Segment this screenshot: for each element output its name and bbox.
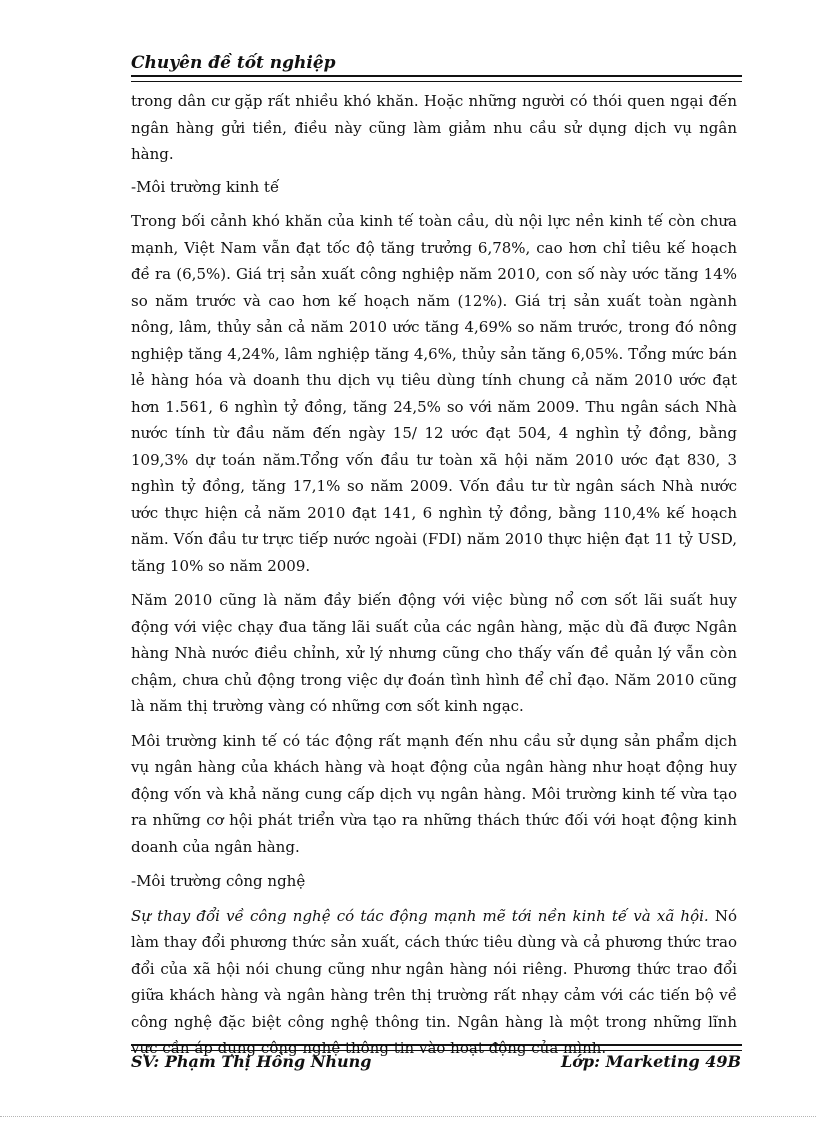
paragraph-economic-stats: Trong bối cảnh khó khăn của kinh tế toàn cầu, dù nội lực nền kinh tế còn chưa mạnh, Việt Nam vẫn đạt tốc độ tăng trưởng 6,78%, cao hơn chỉ tiêu kế hoạch đề ra (6,5%). Giá trị sản xuất công nghiệp năm 2010, con số này ước tăng 14% so năm trước và cao hơn kế hoạch năm (12%). Giá trị sản xuất toàn ngành nông, lâm, thủy sản cả năm 2010 ước tăng 4,69% so năm trước, trong đó nông nghiệp tăng 4,24%, lâm nghiệp tăng 4,6%, thủy sản tăng 6,05%. Tổng mức bán lẻ hàng hóa và doanh thu dịch vụ tiêu dùng tính chung cả năm 2010 ước đạt hơn 1.561, 6 nghìn tỷ đồng, tăng 24,5% so với năm 2009. Thu ngân sách Nhà nước tính từ đầu năm đến ngày 15/ 12 ước đạt 504, 4 nghìn tỷ đồng, bằng 109,3% dự toán năm.Tổng vốn đầu tư toàn xã hội năm 2010 ước đạt 830, 3 nghìn tỷ đồng, tăng 17,1% so năm 2009. Vốn đầu tư từ ngân sách Nhà nước ước thực hiện cả năm 2010 đạt 141, 6 nghìn tỷ đồng, bằng 110,4% kế hoạch năm. Vốn đầu tư trực tiếp nước ngoài (FDI) năm 2010 thực hiện đạt 11 tỷ USD, tăng 10% so năm 2009. bbox=[131, 212, 737, 575]
paragraph-intro: trong dân cư gặp rất nhiều khó khăn. Hoặc những người có thói quen ngại đến ngân hàng gửi tiền, điều này cũng làm giảm nhu cầu sử dụng dịch vụ ngân hàng. bbox=[131, 92, 737, 163]
paragraph-2010-volatility: Năm 2010 cũng là năm đầy biến động với việc bùng nổ cơn sốt lãi suất huy động với việc chạy đua tăng lãi suất của các ngân hàng, mặc dù đã được Ngân hàng Nhà nước điều chỉnh, xử lý nhưng cũng cho thấy vấn đề quản lý vẫn còn chậm, chưa chủ động trong việc dự đoán tình hình để chỉ đạo. Năm 2010 cũng là năm thị trường vàng có những cơn sốt kinh ngạc. bbox=[131, 591, 737, 715]
page-header-title: Chuyên đề tốt nghiệp bbox=[131, 53, 336, 73]
section-heading-technology: -Môi trường công nghệ bbox=[131, 872, 306, 890]
page-boundary-dotted-line bbox=[0, 1116, 816, 1117]
technology-text: Nó làm thay đổi phương thức sản xuất, cách thức tiêu dùng và cả phương thức trao đổi của xã hội nói chung cũng như ngân hàng nói riêng. Phương thức trao đổi giữa khách hàng và ngân hàng trên thị trường rất nhạy cảm với các tiến bộ về công nghệ đặc biệt công nghệ thông tin. Ngân hàng là một trong những lĩnh vực cần áp dụng công nghệ thông tin vào hoạt động của mình. bbox=[131, 906, 737, 1057]
footer-student-name: SV: Phạm Thị Hồng Nhung bbox=[131, 1052, 372, 1071]
section-heading-economic: -Môi trường kinh tế bbox=[131, 177, 280, 196]
paragraph-economic-impact: Môi trường kinh tế có tác động rất mạnh đến nhu cầu sử dụng sản phẩm dịch vụ ngân hàng của khách hàng và hoạt động của ngân hàng như hoạt động huy động vốn và khả năng cung cấp dịch vụ ngân hàng. Môi trường kinh tế vừa tạo ra những cơ hội phát triển vừa tạo ra những thách thức đối với hoạt động kinh doanh của ngân hàng. bbox=[131, 731, 737, 856]
header-rule bbox=[131, 75, 742, 82]
footer-class: Lớp: Marketing 49B bbox=[560, 1052, 741, 1071]
page-footer bbox=[131, 1052, 741, 1072]
footer-rule bbox=[131, 1044, 742, 1051]
paragraph-technology bbox=[131, 903, 737, 1062]
technology-italic-lead: Sự thay đổi về công nghệ có tác động mạnh mẽ tới nền kinh tế và xã hội. bbox=[131, 906, 709, 925]
document-body bbox=[131, 88, 737, 1070]
